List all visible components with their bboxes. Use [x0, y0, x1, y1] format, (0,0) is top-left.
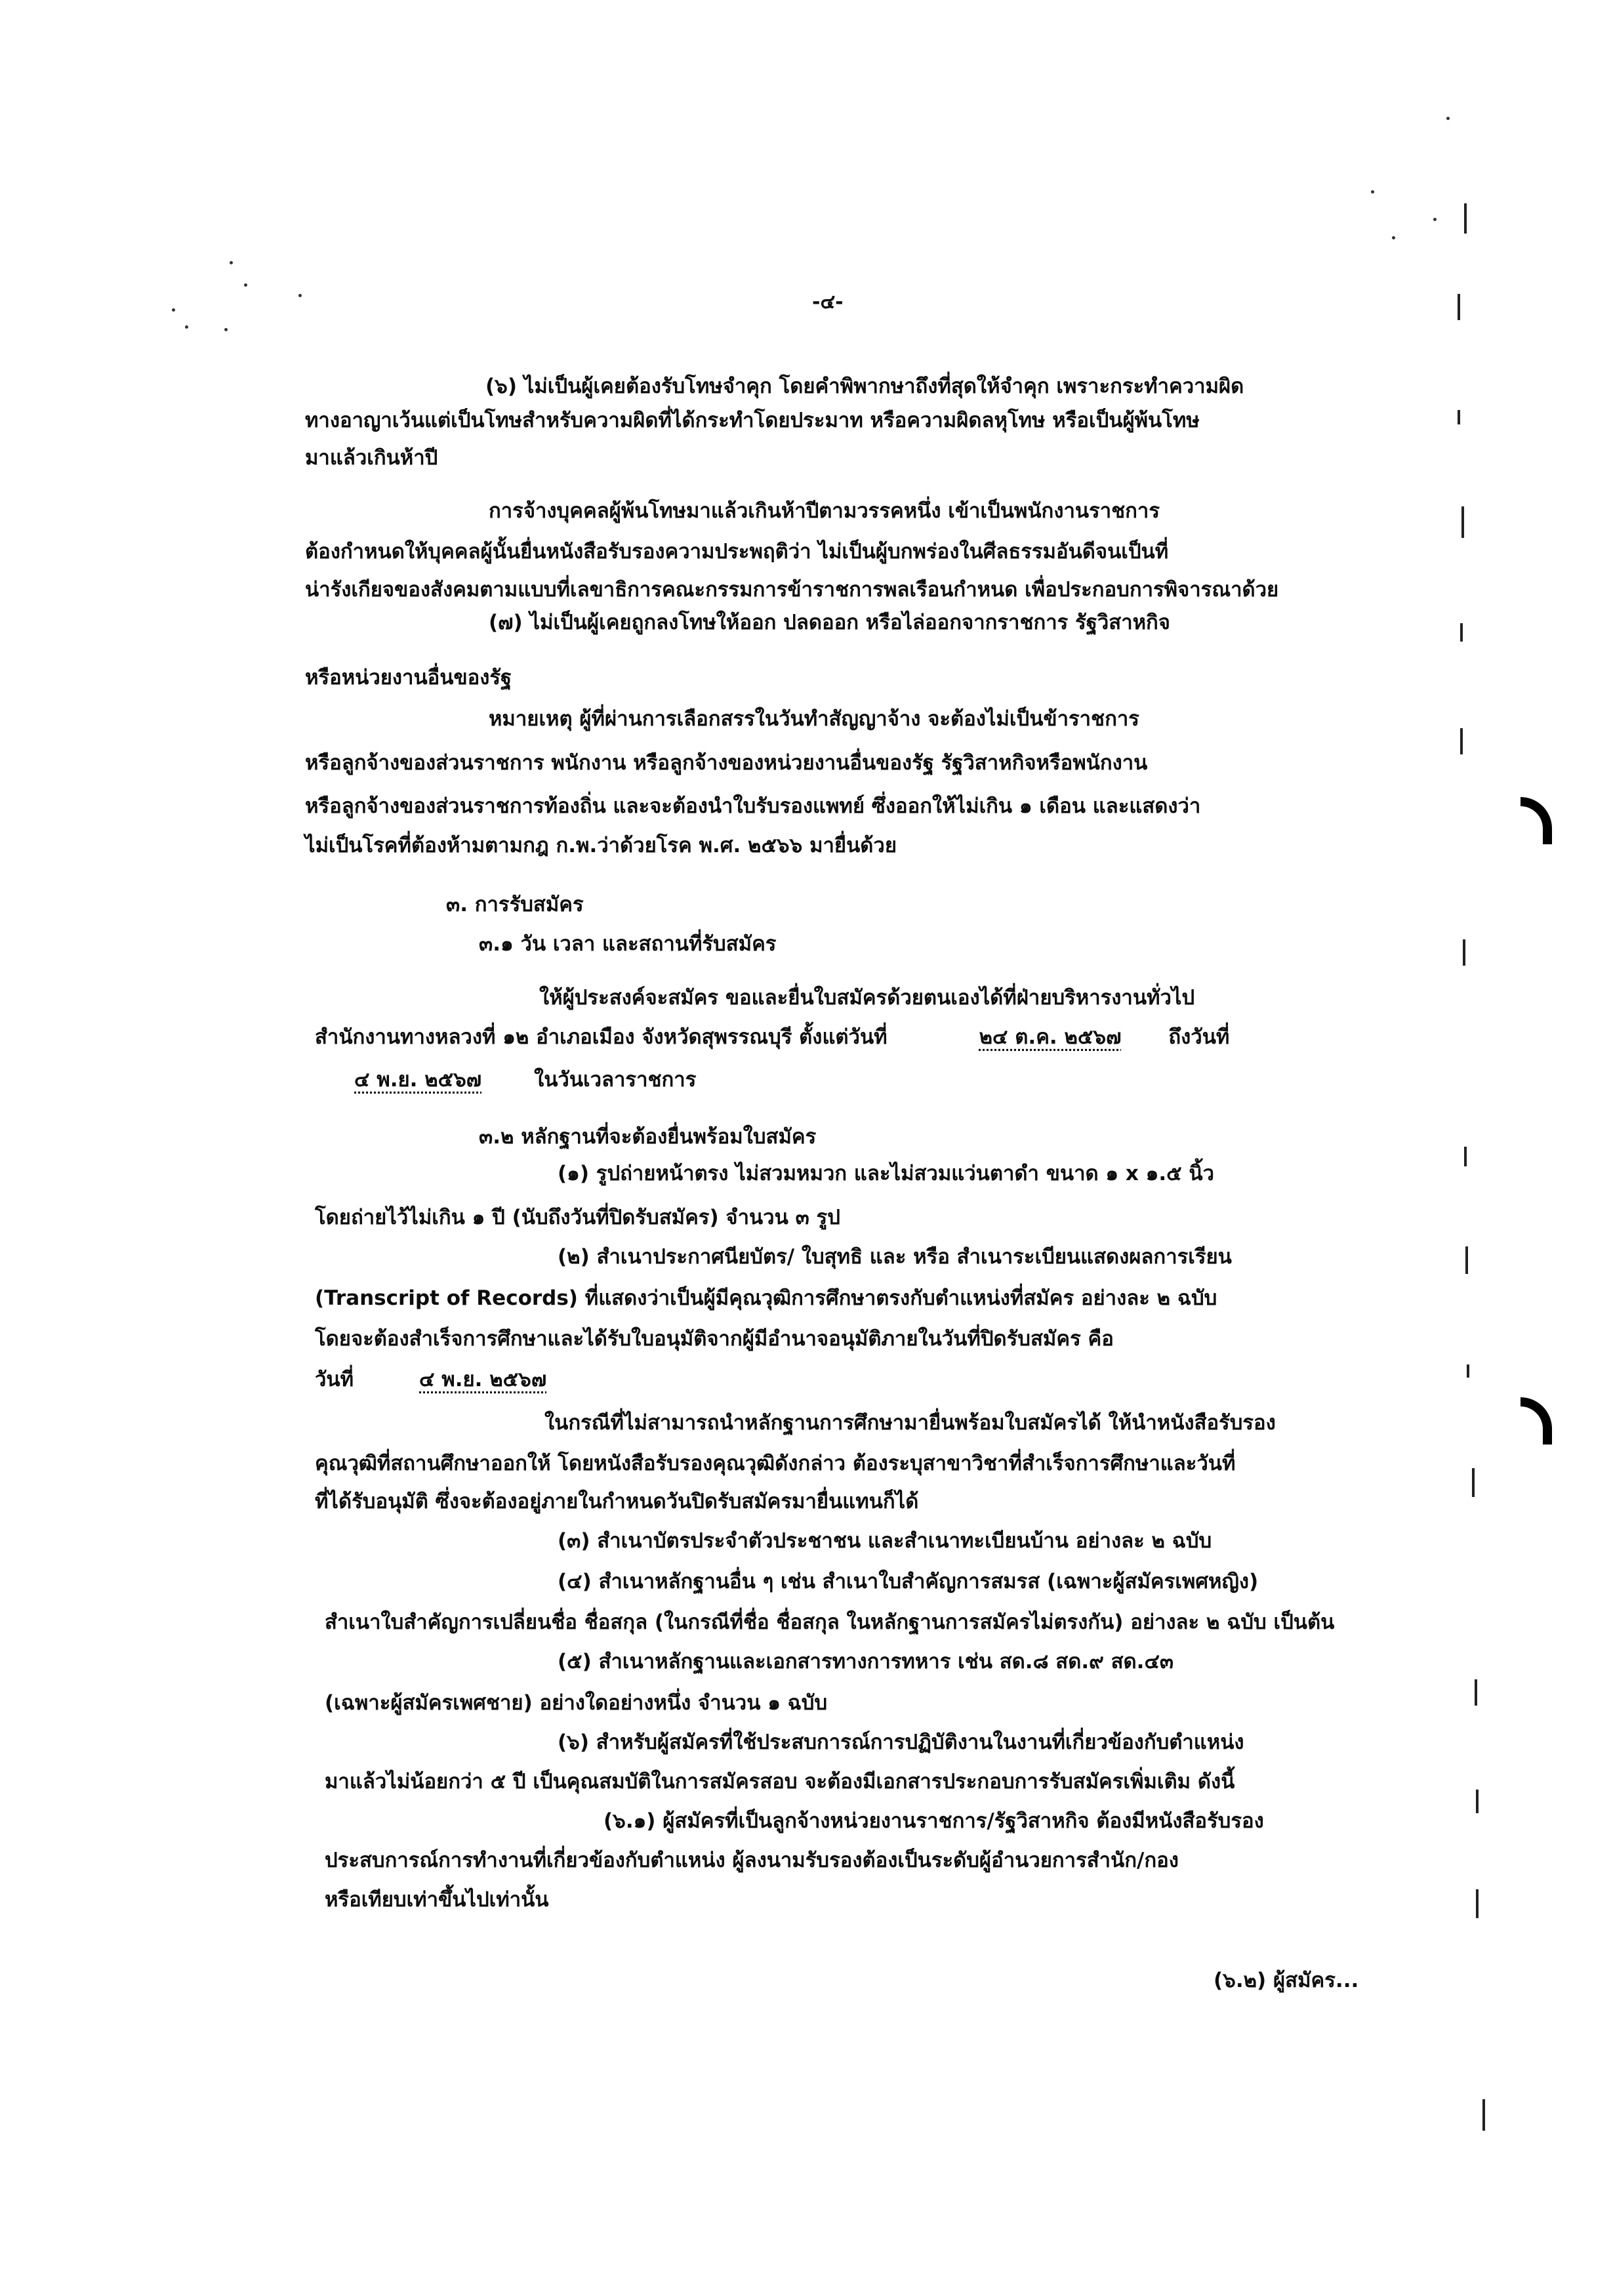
text-line: มาแล้วเกินห้าปี: [305, 446, 438, 470]
text-line: ให้ผู้ประสงค์จะสมัคร ขอและยื่นใบสมัครด้วยตนเองได้ที่ฝ่ายบริหารงานทั่วไป: [539, 986, 1195, 1010]
scan-speck: [244, 283, 247, 287]
text-line: (๕) สำเนาหลักฐานและเอกสารทางการทหาร เช่น สด.๘ สด.๙ สด.๔๓: [558, 1650, 1174, 1673]
scan-speck: [1371, 190, 1374, 194]
text-segment: สำนักงานทางหลวงที่ ๑๒ อำเภอเมือง จังหวัดสุพรรณบุรี ตั้งแต่วันที่: [315, 1025, 888, 1049]
scan-speck: [1433, 218, 1437, 221]
scan-speck: [185, 325, 188, 329]
text-line: (๑) รูปถ่ายหน้าตรง ไม่สวมหมวก และไม่สวมแว่นตาดำ ขนาด ๑ x ๑.๕ นิ้ว: [558, 1162, 1214, 1185]
text-line: [315, 1366, 586, 1393]
note-line: หรือลูกจ้างของส่วนราชการ พนักงาน หรือลูกจ้างของหน่วยงานอื่นของรัฐ รัฐวิสาหกิจหรือพนักงาน: [305, 751, 1148, 775]
scan-speck: [298, 294, 302, 297]
scan-mark: [1475, 1679, 1477, 1706]
text-line: (๒) สำเนาประกาศนียบัตร/ ใบสุทธิ และ หรือ สำเนาระเบียนแสดงผลการเรียน: [558, 1245, 1232, 1269]
text-line: ประสบการณ์การทำงานที่เกี่ยวข้องกับตำแหน่ง ผู้ลงนามรับรองต้องเป็นระดับผู้อำนวยการสำนัก/กอง: [325, 1849, 1179, 1872]
scan-mark: [1482, 2099, 1485, 2131]
subsection-heading: ๓.๒ หลักฐานที่จะต้องยื่นพร้อมใบสมัคร: [479, 1125, 817, 1149]
scan-mark: [1460, 728, 1463, 754]
text-segment: ถึงวันที่: [1168, 1025, 1230, 1049]
date-fill: ๔ พ.ย. ๒๕๖๗: [354, 1068, 482, 1092]
date-fill: ๔ พ.ย. ๒๕๖๗: [419, 1368, 547, 1391]
text-line: [315, 1066, 696, 1094]
scan-speck: [224, 328, 228, 331]
text-line: สำเนาใบสำคัญการเปลี่ยนชื่อ ชื่อสกุล (ในกรณีที่ชื่อ ชื่อสกุล ในหลักฐานการสมัครไม่ตรงกัน) อย่างละ ๒ ฉบับ เป็นต้น: [325, 1610, 1335, 1634]
binding-hole-mark: [1521, 1397, 1552, 1445]
scan-mark: [1467, 1364, 1469, 1378]
scan-mark: [1464, 1147, 1467, 1166]
text-line: (๓) สำเนาบัตรประจำตัวประชาชน และสำเนาทะเบียนบ้าน อย่างละ ๒ ฉบับ: [558, 1529, 1212, 1553]
subsection-heading: ๓.๑ วัน เวลา และสถานที่รับสมัคร: [479, 932, 777, 956]
text-segment: วันที่: [315, 1368, 354, 1391]
scan-mark: [1472, 1468, 1475, 1497]
scan-speck: [230, 261, 233, 264]
text-line: (๔) สำเนาหลักฐานอื่น ๆ เช่น สำเนาใบสำคัญการสมรส (เฉพาะผู้สมัครเพศหญิง): [558, 1570, 1259, 1593]
text-line: (Transcript of Records) ที่แสดงว่าเป็นผู้มีคุณวุฒิการศึกษาตรงกับตำแหน่งที่สมัคร อย่างละ ๒ ฉบับ: [315, 1286, 1217, 1310]
text-line: (๗) ไม่เป็นผู้เคยถูกลงโทษให้ออก ปลดออก หรือไล่ออกจากราชการ รัฐวิสาหกิจ: [489, 611, 1170, 634]
scan-mark: [1476, 1790, 1479, 1813]
text-line: (๖.๑) ผู้สมัครที่เป็นลูกจ้างหน่วยงานราชการ/รัฐวิสาหกิจ ต้องมีหนังสือรับรอง: [603, 1809, 1264, 1833]
section-heading: ๓. การรับสมัคร: [446, 893, 584, 916]
continuation-catchword: (๖.๒) ผู้สมัคร...: [1214, 1969, 1359, 1992]
text-line: คุณวุฒิที่สถานศึกษาออกให้ โดยหนังสือรับรองคุณวุฒิดังกล่าว ต้องระบุสาขาวิชาที่สำเร็จการศึกษาและวันที่: [315, 1452, 1236, 1475]
text-segment: ในวันเวลาราชการ: [534, 1068, 697, 1092]
text-line: มาแล้วไม่น้อยกว่า ๕ ปี เป็นคุณสมบัติในการสมัครสอบ จะต้องมีเอกสารประกอบการรับสมัครเพิ่มเติม ดังนี้: [325, 1770, 1235, 1794]
scan-mark: [1458, 294, 1460, 320]
scan-mark: [1463, 939, 1465, 966]
text-line: หรือหน่วยงานอื่นของรัฐ: [305, 666, 512, 689]
scan-speck: [1392, 236, 1395, 239]
scan-mark: [1461, 506, 1464, 538]
binding-hole-mark: [1521, 797, 1552, 844]
scan-mark: [1476, 1889, 1479, 1918]
scan-mark: [1460, 623, 1463, 642]
text-line: ทางอาญาเว้นแต่เป็นโทษสำหรับความผิดที่ได้กระทำโดยประมาท หรือความผิดลหุโทษ หรือเป็นผู้พ้นโทษ: [305, 409, 1200, 432]
scan-mark: [1464, 203, 1467, 234]
text-line: [315, 1023, 1229, 1051]
date-fill: ๒๔ ต.ค. ๒๕๖๗: [979, 1025, 1122, 1049]
scan-speck: [1446, 117, 1450, 120]
text-line: โดยจะต้องสำเร็จการศึกษาและได้รับใบอนุมัติจากผู้มีอำนาจอนุมัติภายในวันที่ปิดรับสมัคร คือ: [315, 1327, 1114, 1351]
page-number: -๔-: [812, 291, 844, 314]
text-line: โดยถ่ายไว้ไม่เกิน ๑ ปี (นับถึงวันที่ปิดรับสมัคร) จำนวน ๓ รูป: [315, 1206, 840, 1229]
scan-speck: [172, 308, 175, 312]
text-line: ต้องกำหนดให้บุคคลผู้นั้นยื่นหนังสือรับรองความประพฤติว่า ไม่เป็นผู้บกพร่องในศีลธรรมอันดีจนเป็นที่: [305, 540, 1169, 564]
text-line: (เฉพาะผู้สมัครเพศชาย) อย่างใดอย่างหนึ่ง จำนวน ๑ ฉบับ: [325, 1691, 828, 1715]
text-line: น่ารังเกียจของสังคมตามแบบที่เลขาธิการคณะกรรมการข้าราชการพลเรือนกำหนด เพื่อประกอบการพิจารณาด้วย: [305, 578, 1279, 602]
text-line: (๖) ไม่เป็นผู้เคยต้องรับโทษจำคุก โดยคำพิพากษาถึงที่สุดให้จำคุก เพราะกระทำความผิด: [485, 375, 1244, 398]
note-line: หมายเหตุ ผู้ที่ผ่านการเลือกสรรในวันทำสัญญาจ้าง จะต้องไม่เป็นข้าราชการ: [489, 707, 1139, 731]
text-line: (๖) สำหรับผู้สมัครที่ใช้ประสบการณ์การปฏิบัติงานในงานที่เกี่ยวข้องกับตำแหน่ง: [558, 1731, 1244, 1754]
text-line: หรือเทียบเท่าขึ้นไปเท่านั้น: [325, 1888, 549, 1912]
note-line: ไม่เป็นโรคที่ต้องห้ามตามกฎ ก.พ.ว่าด้วยโรค พ.ศ. ๒๕๖๖ มายื่นด้วย: [305, 834, 897, 857]
text-line: ในกรณีที่ไม่สามารถนำหลักฐานการศึกษามายื่นพร้อมใบสมัครได้ ให้นำหนังสือรับรอง: [544, 1411, 1276, 1435]
scan-mark: [1465, 1246, 1468, 1274]
note-line: หรือลูกจ้างของส่วนราชการท้องถิ่น และจะต้องนำใบรับรองแพทย์ ซึ่งออกให้ไม่เกิน ๑ เดือน และแสดงว่า: [305, 794, 1201, 818]
scan-mark: [1458, 410, 1460, 424]
text-line: การจ้างบุคคลผู้พ้นโทษมาแล้วเกินห้าปีตามวรรคหนึ่ง เข้าเป็นพนักงานราชการ: [489, 499, 1160, 523]
text-line: ที่ได้รับอนุมัติ ซึ่งจะต้องอยู่ภายในกำหนดวันปิดรับสมัครมายื่นแทนก็ได้: [315, 1490, 919, 1513]
